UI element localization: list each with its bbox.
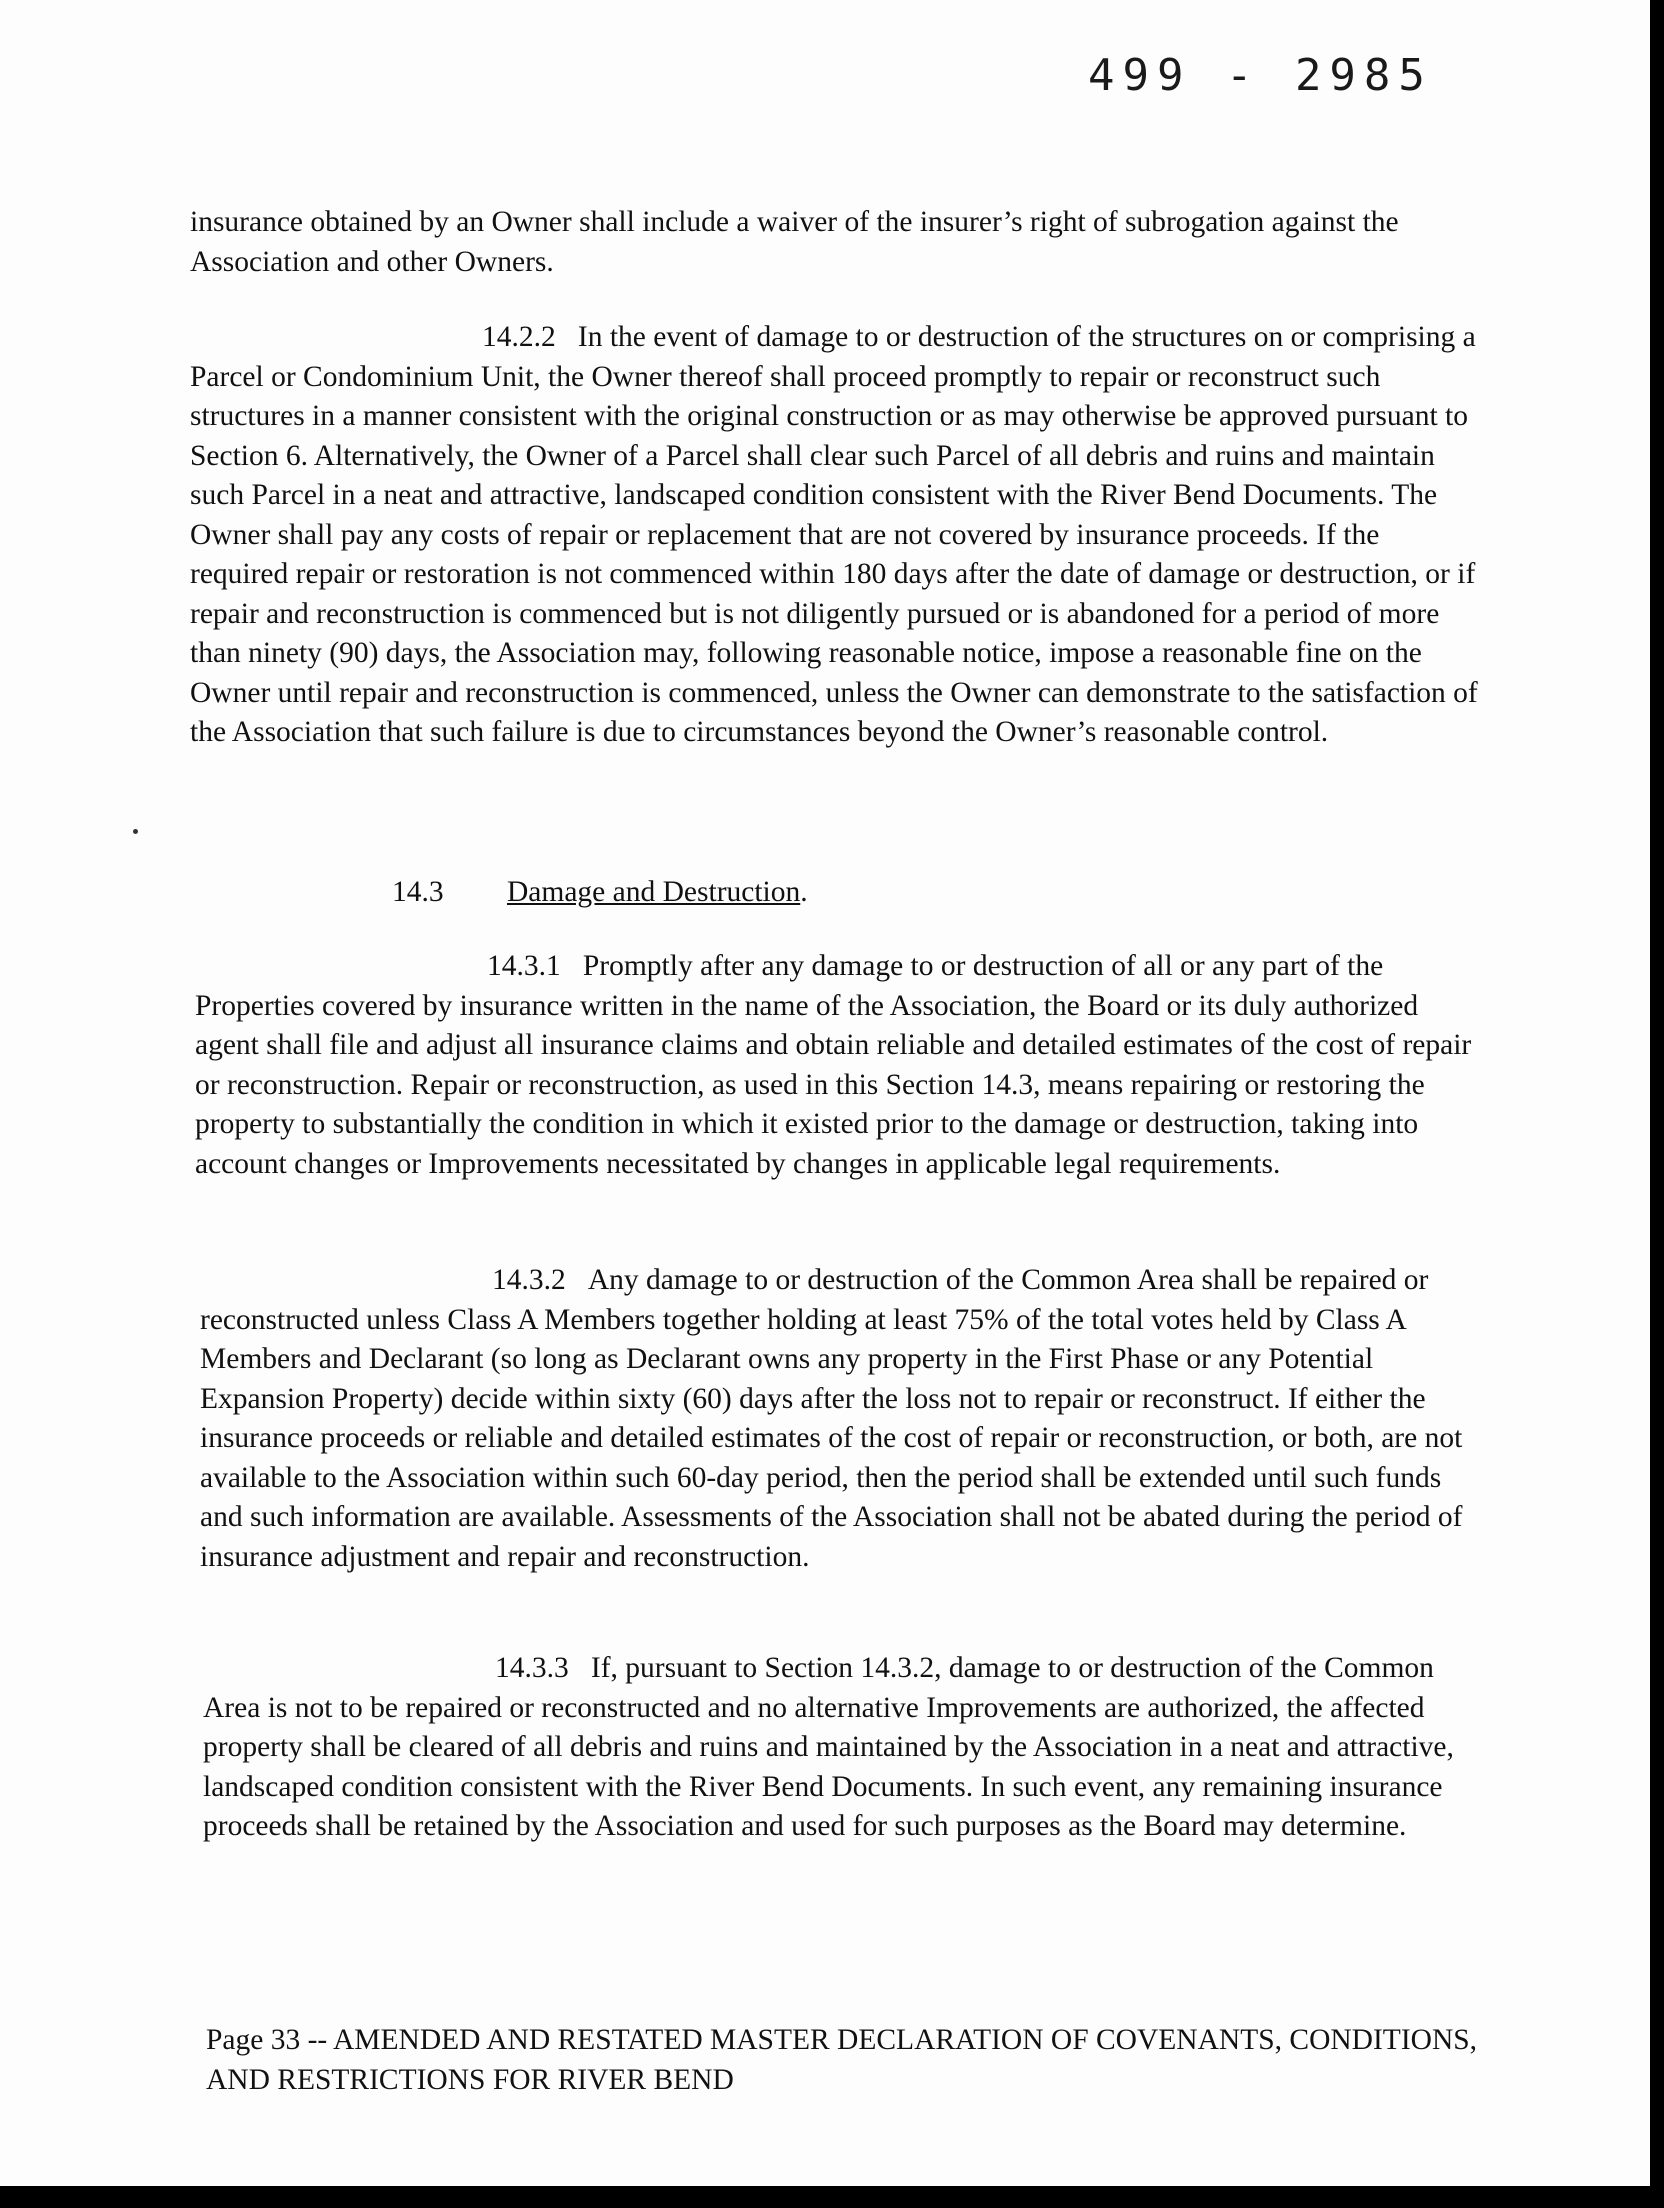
paragraph-text: Promptly after any damage to or destruction of all or any part of the Properties covered by insurance written in the name of the Association, the Board or its duly authorized agent shall file and adjust all insurance claims and obtain reliable and detailed estimates of the cost of repair or reconstruction. Repair or reconstruction, as used in this Section 14.3, means repairing or restoring the property to substantially the condition in which it existed prior to the damage or destruction, taking into account changes or Improvements necessitated by changes in applicable legal requirements.: [195, 950, 1472, 1180]
heading-number: 14.3: [392, 876, 444, 908]
page-footer: Page 33 -- AMENDED AND RESTATED MASTER DECLARATION OF COVENANTS, CONDITIONS, AND RESTRICTIONS FOR RIVER BEND: [206, 2024, 1478, 2096]
paragraph-14-3-2: [200, 1261, 1490, 1577]
section-number: 14.3.1: [487, 950, 561, 982]
paragraph-text: If, pursuant to Section 14.3.2, damage to or destruction of the Common Area is not to be repaired or reconstructed and no alternative Improvements are authorized, the affected property shall be cleared of all debris and ruins and maintained by the Association in a neat and attractive, landscaped condition consistent with the River Bend Documents. In such event, any remaining insurance proceeds shall be retained by the Association and used for such purposes as the Board may determine.: [203, 1652, 1454, 1842]
paragraph-14-3-1: [195, 947, 1485, 1184]
section-number: 14.3.3: [495, 1652, 569, 1684]
paragraph-text: Any damage to or destruction of the Common Area shall be repaired or reconstructed unless Class A Members together holding at least 75% of the total votes held by Class A Members and Declarant (so long as Declarant owns any property in the First Phase or any Potential Expansion Property) decide within sixty (60) days after the loss not to repair or reconstruct. If either the insurance proceeds or reliable and detailed estimates of the cost of repair or reconstruction, or both, are not available to the Association within such 60-day period, then the period shall be extended until such funds and such information are available. Assessments of the Association shall not be abated during the period of insurance adjustment and repair and reconstruction.: [200, 1264, 1463, 1573]
heading-period: .: [800, 876, 808, 908]
paragraph-14-3-3: [203, 1649, 1493, 1847]
section-number: 14.2.2: [482, 321, 556, 353]
section-heading-14-3: [392, 873, 1292, 913]
paragraph-14-2-2: [190, 318, 1480, 753]
paragraph-insurance-waiver: insurance obtained by an Owner shall include a waiver of the insurer’s right of subrogation against the Association and other Owners.: [190, 206, 1399, 278]
heading-title: Damage and Destruction: [507, 876, 801, 908]
document-number: 499 - 2985: [1088, 50, 1433, 101]
stray-mark: [133, 829, 138, 834]
section-number: 14.3.2: [492, 1264, 566, 1296]
paragraph-text: In the event of damage to or destruction of the structures on or comprising a Parcel or Condominium Unit, the Owner thereof shall proceed promptly to repair or reconstruct such structures in a manner consistent with the original construction or as may otherwise be approved pursuant to Section 6. Alternatively, the Owner of a Parcel shall clear such Parcel of all debris and ruins and maintain such Parcel in a neat and attractive, landscaped condition consistent with the River Bend Documents. The Owner shall pay any costs of repair or replacement that are not covered by insurance proceeds. If the required repair or restoration is not commenced within 180 days after the date of damage or destruction, or if repair and reconstruction is commenced but is not diligently pursued or is abandoned for a period of more than ninety (90) days, the Association may, following reasonable notice, impose a reasonable fine on the Owner until repair and reconstruction is commenced, unless the Owner can demonstrate to the satisfaction of the Association that such failure is due to circumstances beyond the Owner’s reasonable control.: [190, 321, 1478, 748]
